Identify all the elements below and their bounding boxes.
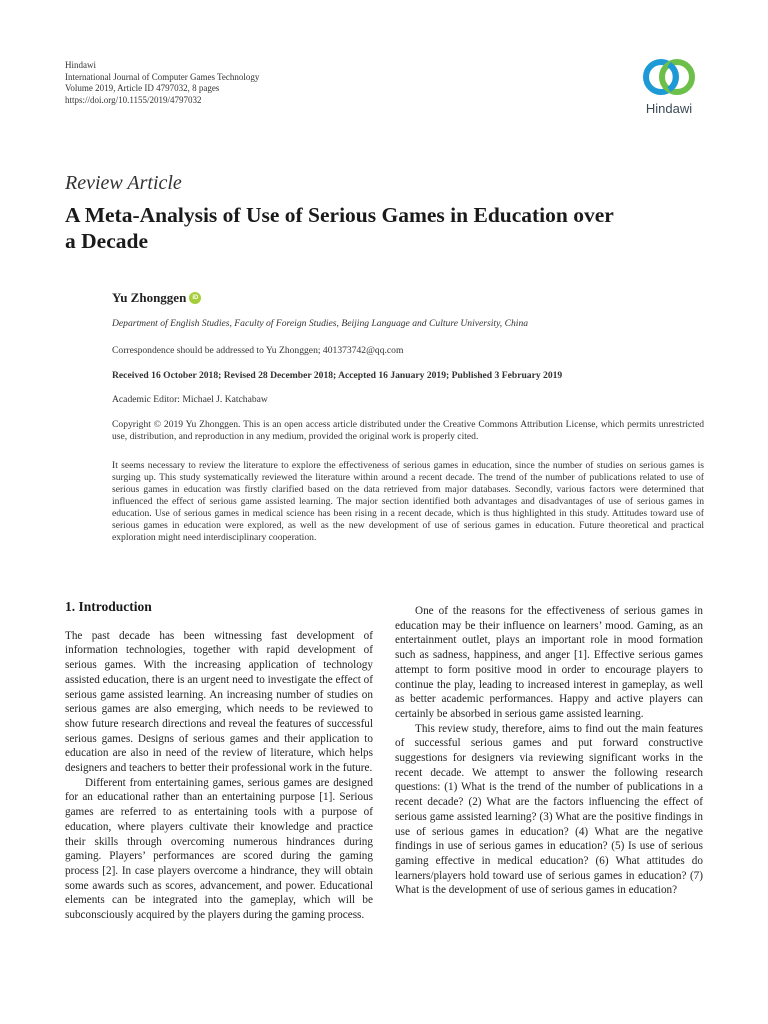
logo-wordmark: Hindawi [645, 101, 693, 116]
paragraph: One of the reasons for the effectiveness of serious games in education may be their influence on learners’ mood. Gaming, as an entertainment outlet, plays an important role in mood formation such as sadness, happiness, and anger [1]. Effective serious games attempt to form positive mood in order to encourage players to continue the play, leading to increased interest in gameplay, as well as better academic performances. Happy and active players can certainly be absorbed in serious game assisted learning. [395, 605, 703, 720]
paragraph: This review study, therefore, aims to find out the main features of successful serious games and put forward constructive suggestions for designers via reviewing significant works in the recent decade. We attempt to answer the following research questions: (1) What is the trend of the number of publications in a recent decade? (2) What are the factors influencing the effect of serious game assisted learning? (3) What are the positive findings in use of serious games in education? (4) What are the negative findings in use of serious games in education? (5) Is use of serious gaming effective in medical education? (6) What attitudes do learners/players hold toward use of serious games in education? (7) What is the development of use of serious games in education? [395, 722, 703, 897]
volume-info: Volume 2019, Article ID 4797032, 8 pages [65, 83, 220, 93]
abstract: It seems necessary to review the literature to explore the effectiveness of serious games in education, since the number of studies on serious games is surging up. This study systematically reviewed the literature within around a recent decade. The trend of the number of publications related to use of serious games in education was firstly clarified based on the data retrieved from major databases. Secondly, various factors were determined that influenced the effect of serious game assisted learning. The major section identified both advantages and disadvantages of use of serious games in education. Use of serious games in medical science has been rising in a recent decade, which is thus highlighted in this study. Attitudes toward use of serious games in education were explored, as well as the new development of use of serious games in education. Future theoretical and practical exploration might need interdisciplinary cooperation. [112, 460, 704, 543]
article-type: Review Article [65, 172, 182, 194]
academic-editor: Academic Editor: Michael J. Katchabaw [112, 394, 268, 405]
paragraph: The past decade has been witnessing fast development of information technologies, together with rapid development of serious games. With the increasing application of technology assisted education, there is an urgent need to investigate the effect of serious game assisted learning. An increasing number of studies on serious games are also emerging, which needs to be reviewed to show future research directions and reveal the features of successful serious games. Designs of serious games and their application to education are also in need of the review of literature, which helps designers and teachers to better their professional work in the future. [65, 629, 373, 775]
doi-link[interactable]: https://doi.org/10.1155/2019/4797032 [65, 94, 202, 105]
hindawi-rings-icon [641, 55, 697, 99]
section-heading: 1. Introduction [65, 599, 152, 614]
journal-name: International Journal of Computer Games Technology [65, 71, 260, 82]
hindawi-logo [628, 55, 710, 116]
orcid-icon[interactable]: iD [189, 292, 201, 304]
copyright-notice: Copyright © 2019 Yu Zhonggen. This is an open access article distributed under the Creative Commons Attribution License, which permits unrestricted use, distribution, and reproduction in any medium, provided the original work is properly cited. [112, 419, 704, 442]
article-title: A Meta-Analysis of Use of Serious Games in Education over a Decade [65, 203, 614, 253]
author-name: Yu Zhonggen [112, 290, 187, 305]
author-line [112, 290, 201, 306]
paragraph: Different from entertaining games, serious games are designed for an educational rather than an entertaining purpose [1]. Serious games are referred to as entertaining tools with a purpose of education, where players cultivate their knowledge and practice their skills through overcoming numerous hindrances during gaming. Players’ performances are scored during the gaming process [2]. In case players overcome a hindrance, they will obtain some awards such as scores, advancement, and power. Educational elements can be integrated into the gameplay, which will be subconsciously acquired by the players during the gaming process. [65, 776, 373, 922]
journal-meta [65, 60, 259, 106]
publisher-name: Hindawi [65, 60, 96, 70]
affiliation: Department of English Studies, Faculty of Foreign Studies, Beijing Language and Culture University, China [112, 318, 529, 329]
correspondence: Correspondence should be addressed to Yu Zhonggen; 401373742@qq.com [112, 345, 404, 356]
left-column [65, 600, 373, 923]
publication-dates: Received 16 October 2018; Revised 28 December 2018; Accepted 16 January 2019; Published 3 February 2019 [112, 370, 563, 381]
right-column [395, 604, 703, 898]
